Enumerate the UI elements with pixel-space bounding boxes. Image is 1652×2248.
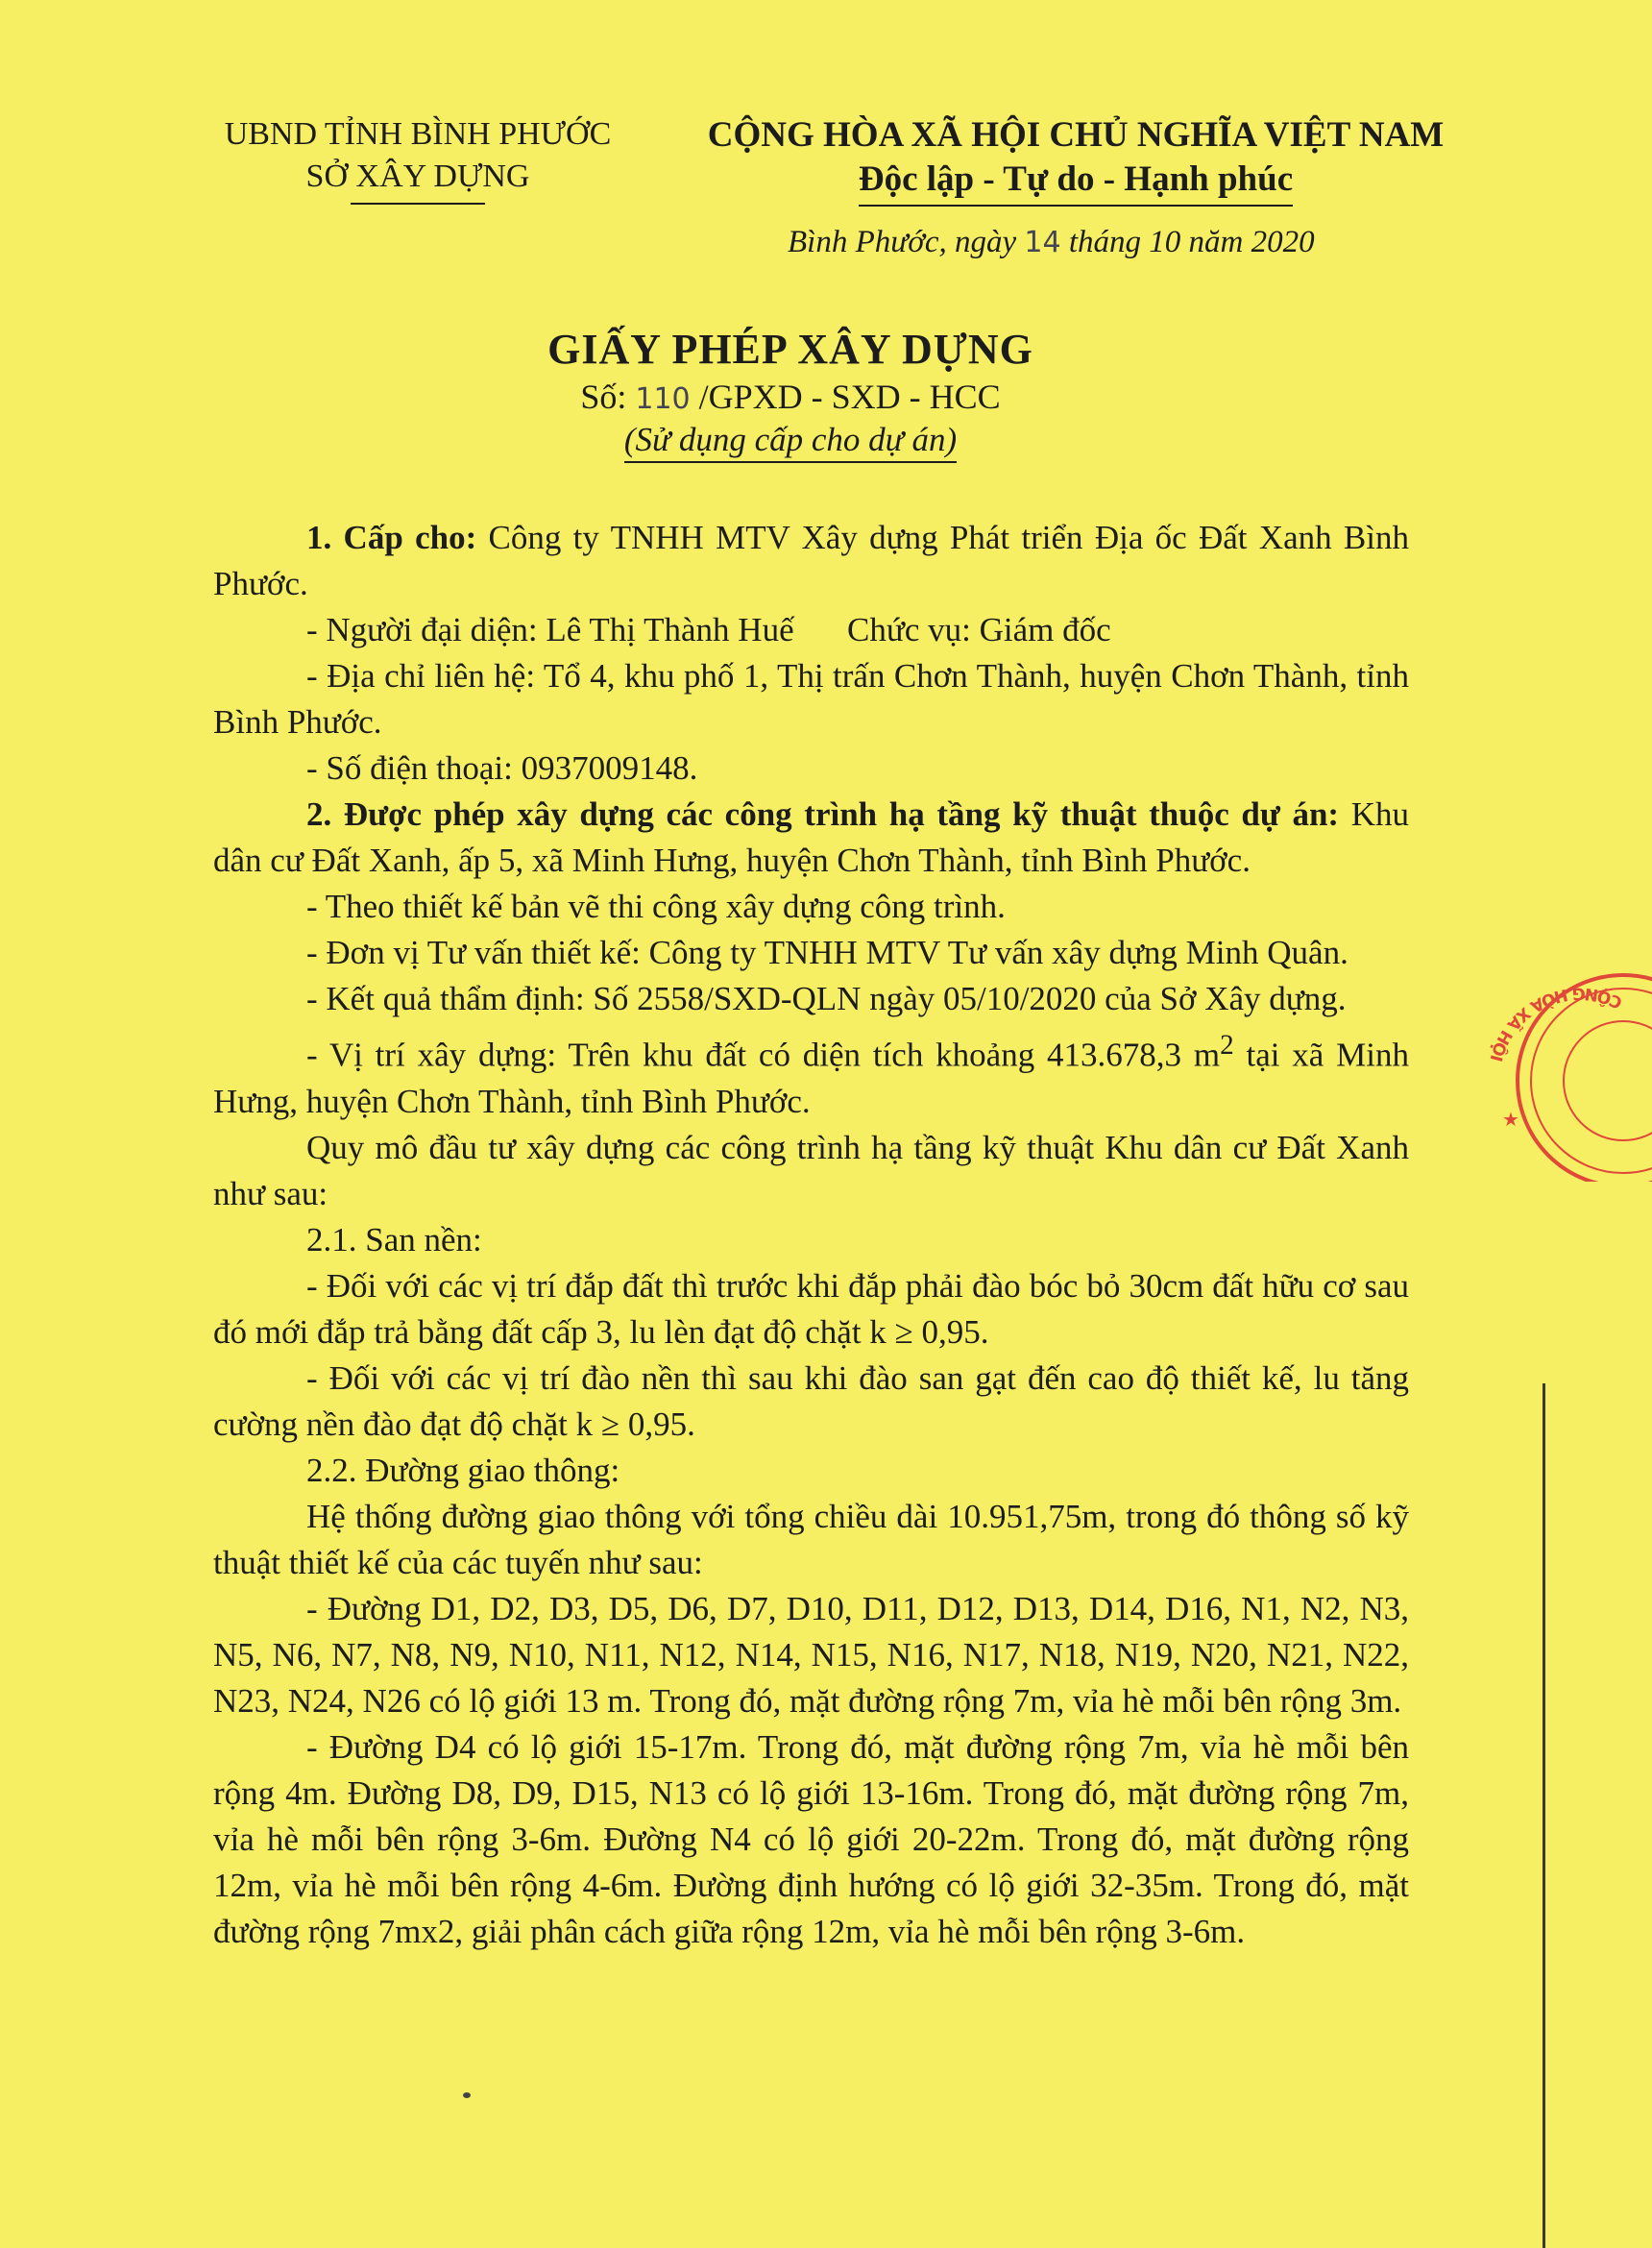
issuer-underline bbox=[351, 203, 485, 205]
appraisal-result: - Kết quả thẩm định: Số 2558/SXD-QLN ngày 05/10/2020 của Sở Xây dựng. bbox=[306, 980, 1347, 1017]
national-header bbox=[672, 113, 1479, 207]
construction-location bbox=[213, 1022, 1409, 1125]
date-prefix: Bình Phước, ngày bbox=[788, 225, 1017, 259]
document-body bbox=[213, 515, 1409, 1955]
number-prefix: Số: bbox=[580, 378, 627, 416]
subtitle-text: (Sử dụng cấp cho dự án) bbox=[624, 421, 957, 463]
national-motto: Độc lập - Tự do - Hạnh phúc bbox=[859, 158, 1293, 207]
representative-role: Chức vụ: Giám đốc bbox=[847, 611, 1111, 648]
representative-row bbox=[213, 607, 1409, 653]
representative-name: - Người đại diện: Lê Thị Thành Huế bbox=[306, 611, 794, 648]
issuer-department: SỞ XÂY DỰNG bbox=[305, 159, 530, 194]
number-value-handwritten: 110 bbox=[635, 382, 691, 416]
seal-text: CỘNG HÒA XÃ HỘI bbox=[1485, 983, 1626, 1063]
official-seal-stamp bbox=[1479, 970, 1652, 1182]
location-text-a: - Vị trí xây dựng: Trên khu đất có diện tích khoảng 413.678,3 m bbox=[306, 1036, 1221, 1074]
section-2-1-heading: 2.1. San nền: bbox=[306, 1220, 482, 1258]
seal-star-icon: ★ bbox=[1502, 1108, 1519, 1131]
fill-requirement: - Đối với các vị trí đắp đất thì trước khi đắp phải đào bóc bỏ 30cm đất hữu cơ sau đó mới đắp trả bằng đất cấp 3, lu lèn đạt độ chặt k ≥ 0,95. bbox=[213, 1266, 1409, 1351]
section-1 bbox=[213, 515, 1409, 607]
section-2-2-heading: 2.2. Đường giao thông: bbox=[306, 1451, 620, 1489]
section-2-label: 2. Được phép xây dựng các công trình hạ tầng kỹ thuật thuộc dự án: bbox=[306, 795, 1340, 833]
section-1-text: Công ty TNHH MTV Xây dựng Phát triển Địa ốc Đất Xanh Bình Phước. bbox=[213, 519, 1409, 602]
location-superscript: 2 bbox=[1220, 1030, 1234, 1061]
country-name: CỘNG HÒA XÃ HỘI CHỦ NGHĨA VIỆT NAM bbox=[707, 115, 1445, 155]
roads-intro: Hệ thống đường giao thông với tổng chiều dài 10.951,75m, trong đó thông số kỹ thuật thiết kế của các tuyến như sau: bbox=[213, 1497, 1409, 1581]
date-suffix: tháng 10 năm 2020 bbox=[1068, 225, 1315, 259]
design-basis: - Theo thiết kế bản vẽ thi công xây dựng công trình. bbox=[306, 888, 1006, 925]
issuer-block bbox=[192, 113, 644, 205]
design-consultant: - Đơn vị Tư vấn thiết kế: Công ty TNHH MTV Tư vấn xây dựng Minh Quân. bbox=[306, 934, 1348, 971]
section-2-text: Khu dân cư Đất Xanh, ấp 5, xã Minh Hưng, huyện Chơn Thành, tỉnh Bình Phước. bbox=[213, 795, 1409, 879]
roads-other-spec: - Đường D4 có lộ giới 15-17m. Trong đó, mặt đường rộng 7m, vỉa hè mỗi bên rộng 4m. Đường D8, D9, D15, N13 có lộ giới 13-16m. Trong đó, mặt đường rộng 7m, vỉa hè mỗi bên rộng 3-6m. Đường N4 có lộ giới 20-22m. Trong đó, mặt đường rộng 12m, vỉa hè mỗi bên rộng 4-6m. Đường định hướng có lộ giới 32-35m. Trong đó, mặt đường rộng 7mx2, giải phân cách giữa rộng 12m, vỉa hè mỗi bên rộng 3-6m. bbox=[213, 1727, 1409, 1950]
dateline bbox=[788, 225, 1383, 260]
scan-edge-line bbox=[1543, 1383, 1545, 2248]
contact-address: - Địa chỉ liên hệ: Tổ 4, khu phố 1, Thị trấn Chơn Thành, huyện Chơn Thành, tỉnh Bình Phước. bbox=[213, 657, 1409, 741]
investment-scale: Quy mô đầu tư xây dựng các công trình hạ tầng kỹ thuật Khu dân cư Đất Xanh như sau: bbox=[213, 1128, 1409, 1212]
issuer-province: UBND TỈNH BÌNH PHƯỚC bbox=[224, 116, 612, 152]
document-subtitle bbox=[0, 421, 1581, 463]
document-title: GIẤY PHÉP XÂY DỰNG bbox=[547, 326, 1033, 373]
contact-phone: - Số điện thoại: 0937009148. bbox=[306, 749, 698, 787]
section-1-label: 1. Cấp cho: bbox=[306, 519, 477, 556]
number-suffix: /GPXD - SXD - HCC bbox=[698, 378, 1001, 416]
document-number bbox=[0, 377, 1581, 417]
roads-13m-spec: - Đường D1, D2, D3, D5, D6, D7, D10, D11, D12, D13, D14, D16, N1, N2, N3, N5, N6, N7, N8, N9, N10, N11, N12, N14, N15, N16, N17, N18, N19, N20, N21, N22, N23, N24, N26 có lộ giới 13 m. Trong đó, mặt đường rộng 7m, vỉa hè mỗi bên rộng 3m. bbox=[213, 1589, 1409, 1720]
date-day-handwritten: 14 bbox=[1024, 226, 1061, 259]
location-text-b: tại xã Minh Hưng, huyện Chơn Thành, tỉnh Bình Phước. bbox=[213, 1036, 1409, 1120]
scan-speck bbox=[463, 2092, 471, 2098]
cut-requirement: - Đối với các vị trí đào nền thì sau khi đào san gạt đến cao độ thiết kế, lu tăng cường nền đào đạt độ chặt k ≥ 0,95. bbox=[213, 1358, 1409, 1443]
section-2 bbox=[213, 792, 1409, 884]
